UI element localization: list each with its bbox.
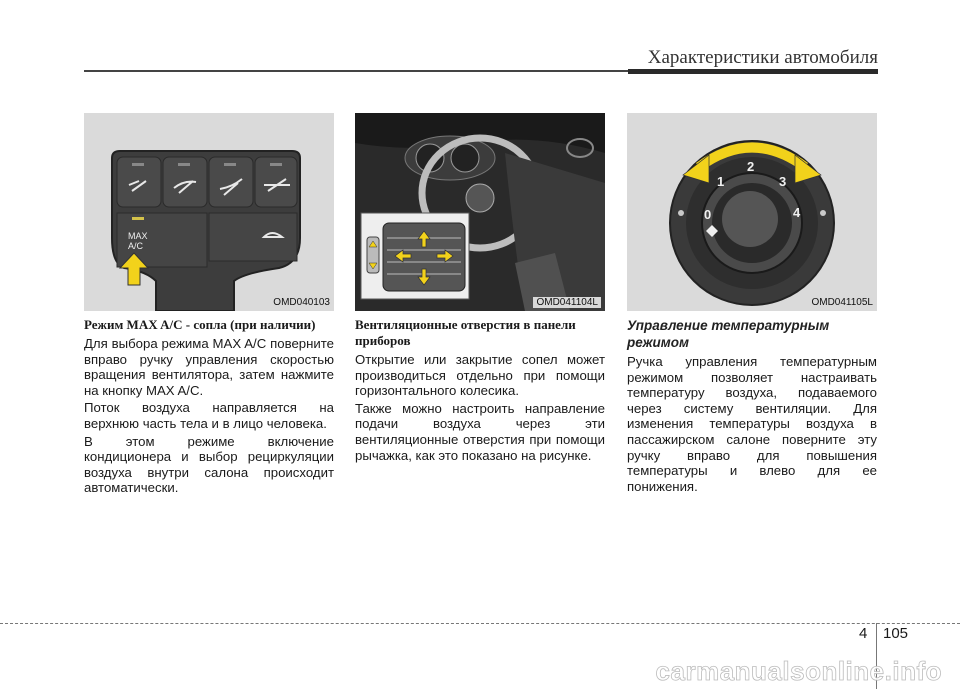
watermark: carmanualsonline.info bbox=[655, 656, 942, 686]
paragraph: Открытие или закрытие сопел может производиться отдельно при помощи горизонтального колесика. bbox=[355, 352, 605, 399]
header-rule-accent bbox=[628, 69, 878, 74]
ac-label: A/C bbox=[128, 241, 144, 251]
figure-dashboard-vents bbox=[355, 113, 605, 311]
section-heading-temperature: Управление температурным режимом bbox=[627, 318, 830, 350]
figure-code: OMD041105L bbox=[811, 297, 873, 308]
temperature-knob-illustration bbox=[627, 113, 877, 311]
dial-number-0: 0 bbox=[704, 207, 712, 222]
paragraph: В этом режиме включение кондиционера и выбор рециркуляции воздуха внутри салона происходит автоматически. bbox=[84, 433, 334, 496]
paragraph: Также можно настроить направление подачи воздуха через эти вентиляционные отверстия при помощи рычажка, как это показано на рисунке. bbox=[355, 400, 605, 463]
climate-panel-illustration bbox=[84, 113, 334, 311]
max-label: MAX bbox=[128, 231, 148, 241]
chapter-number: 4 bbox=[859, 625, 868, 642]
column-max-ac bbox=[84, 317, 334, 498]
dashboard-illustration bbox=[355, 113, 605, 311]
figure-code: OMD041104L bbox=[533, 297, 601, 308]
paragraph: Для выбора режима MAX A/C поверните вправо ручку управления скоростью вращения вентилятора, затем нажмите на кнопку MAX A/C. bbox=[84, 336, 334, 398]
dial-number-3: 3 bbox=[779, 174, 787, 189]
dial-number-2: 2 bbox=[747, 159, 755, 174]
footer-rule bbox=[0, 623, 960, 624]
figure-temperature-dial bbox=[627, 113, 877, 311]
paragraph: Поток воздуха направляется на верхнюю часть тела и в лицо человека. bbox=[84, 400, 334, 431]
column-dashboard-vents bbox=[355, 317, 605, 465]
paragraph: Ручка управления температурным режимом позволяет настраивать температуру воздуха, подаваемого через систему вентиляции. Для изменения температуры воздуха в пассажирском салоне поверните эту ручку вправо для повышения температуры и влево для ее понижения. bbox=[627, 354, 877, 494]
page-header-title: Характеристики автомобиля bbox=[647, 47, 878, 68]
dial-number-1: 1 bbox=[717, 174, 725, 189]
page-number: 105 bbox=[883, 625, 909, 642]
section-heading-max-ac: Режим MAX A/C - сопла (при наличии) bbox=[84, 317, 316, 332]
dial-number-4: 4 bbox=[793, 205, 801, 220]
figure-code: OMD040103 bbox=[273, 297, 330, 308]
column-temperature-control bbox=[627, 317, 877, 496]
section-heading-vents: Вентиляционные отверстия в панели приборов bbox=[355, 317, 576, 348]
figure-max-ac-panel bbox=[84, 113, 334, 311]
